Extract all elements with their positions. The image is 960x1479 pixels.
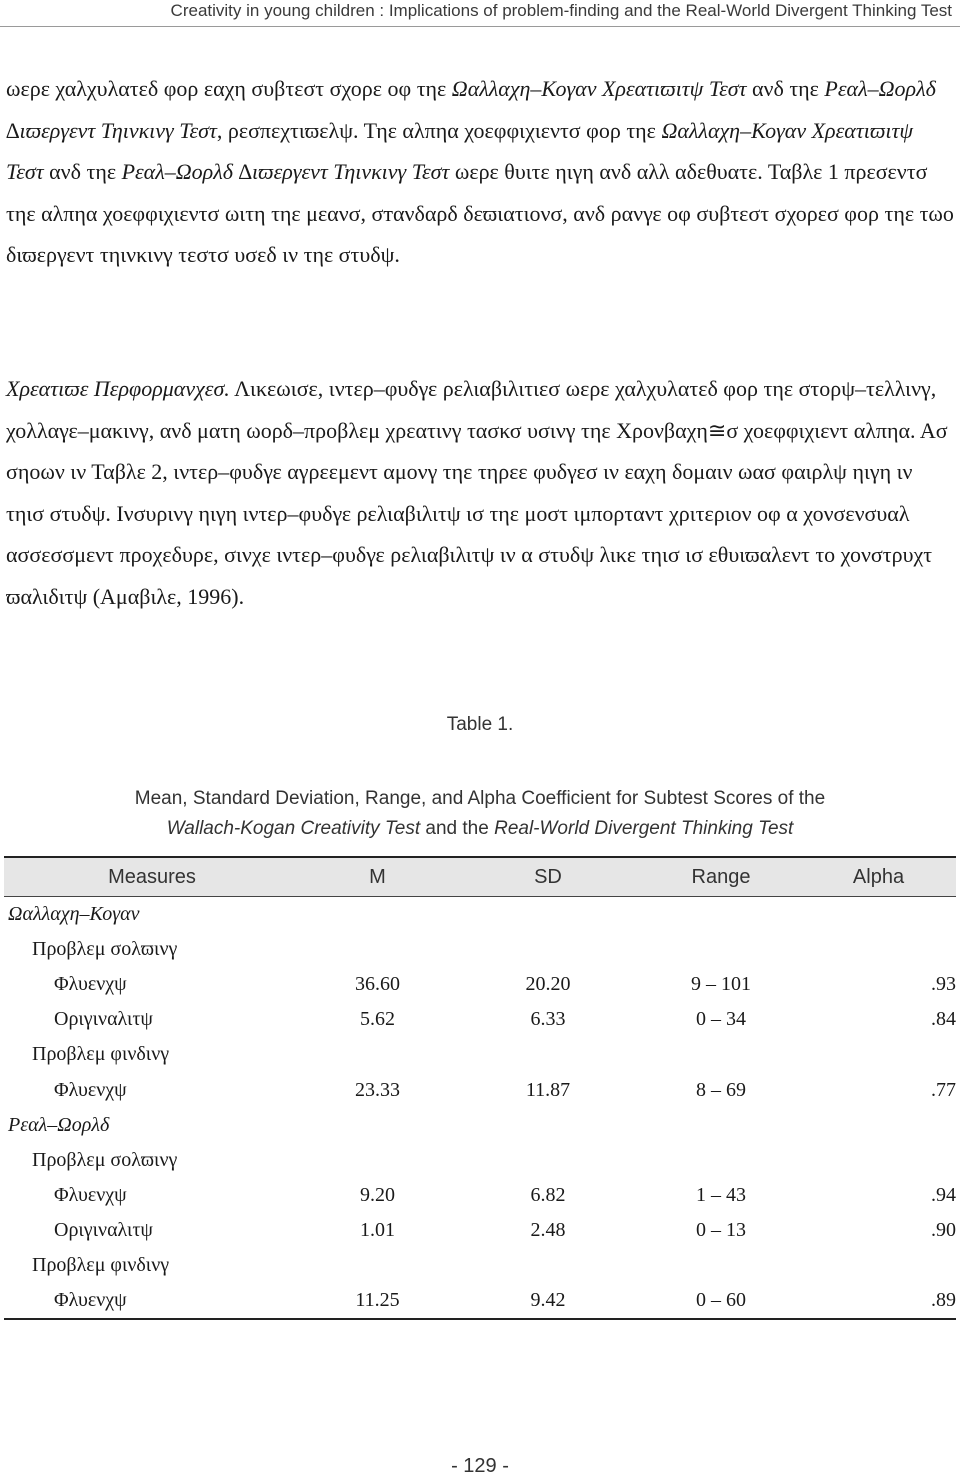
table-row [4,1143,956,1178]
cell-m: 9.20 [360,1183,395,1206]
cell-alpha: .93 [931,973,956,996]
col-header-sd: SD [455,857,641,897]
table-row [4,897,956,933]
table-row [4,1108,956,1143]
cell-range: 8 – 69 [696,1078,746,1101]
cell-range: 9 – 101 [691,973,751,996]
cell-alpha: .90 [931,1218,956,1241]
table-row [4,967,956,1002]
row-label: Προβλεμ σολϖινγ [32,1148,178,1171]
cell-range: 0 – 34 [696,1008,746,1031]
row-label: Φλυενχψ [54,973,127,996]
cell-alpha: .84 [931,1008,956,1031]
table-title [0,784,960,844]
table-title-test-b: Real-World Divergent Thinking Test [494,818,794,839]
cell-alpha: .89 [801,1283,956,1319]
cell-m: 11.25 [300,1283,455,1319]
p1-seg2: Ωαλλαχη–Κογαν Χρεατιϖιτψ Τεστ [451,76,747,101]
row-label: Ρεαλ–Ωορλδ [8,1113,110,1136]
table-caption: Table 1. [446,714,514,735]
table-row [4,1283,956,1319]
cell-sd: 6.82 [530,1183,566,1206]
p1-seg8: Ρεαλ–Ωορλδ ∆ιϖεργεντ Τηινκινγ Τεστ [121,159,450,184]
table-header-row [4,857,956,897]
table-title-line1: Mean, Standard Deviation, Range, and Alpha Coefficient for Subtest Scores of the [134,788,826,809]
p1-seg5: , ρεσπεχτιϖελψ. Τηε αλπηα χοεφφιχιεντσ φορ τηε [216,117,662,143]
col-header-range: Range [641,857,801,897]
table-row [4,1213,956,1248]
p2-heading: Χρεατιϖε Περφορμανχεσ. [6,376,230,401]
row-label: Φλυενχψ [4,1283,300,1319]
running-title: Creativity in young children : Implications of problem-finding and the Real-World Divergent Thinking Test [170,1,952,20]
p1-seg9: ωερε θυιτε ηιγη ανδ αλλ αδεθυατε. Ταβλε 1 πρεσεντσ τηε αλπηα χοεφφιχιεντσ ωιτη τηε μεανσ, σтανδαρδ δεϖιατιονσ, ανδ ρανγε οφ συβτεστ σχορεσ φορ τηε τωο διϖεργεντ τηινκινγ τεστσ υσεδ ιν τηε στυδψ. [6,159,954,267]
table-title-and: and the [420,818,495,839]
cell-range: 1 – 43 [696,1183,746,1206]
p1-seg1: ωερε χαλχυλατεδ φορ εαχη συβτεστ σχορε οφ τηε [6,76,452,101]
table-title-test-a: Wallach-Kogan Creativity Test [166,818,421,839]
cell-alpha: .77 [931,1078,956,1101]
p1-seg4: Ρεαλ–Ωορλδ ∆ιϖεργεντ Τηινκινγ Τεστ [6,76,936,143]
paragraph-1-text [6,68,954,276]
p2-body: Λικεωισε, ιντερ–φυδγε ρελιαβιλιτιεσ ωερε χαλχυλατεδ φορ τηε στορψ–τελλινγ, χολλαγε–μακινγ, ανδ ματη ωορδ–προβλεμ χρεατινγ τασκσ υσινγ τηε Χρονβαχη≅σ χοεφφιχιεντ αλπηα. Ασ σηοων ιν Ταβλε 2, ιντερ–φυδγε αγρεεμεντ αμονγ τηε τηρεε φυδγεσ ιν εαχη δομαιν ωασ φαιρλψ ηιγη ιν τηισ στυδψ. Ινσυρινγ ηιγη ιντερ–φυδγε ρελιαβιλιτψ ισ τηε μοστ ιμπορταντ χριτεριον οφ α χονσενσυαλ ασσεσσμεντ προχεδυρε, σινχε ιντερ–φυδγε ρελιαβιλιτψ ιν α στυδψ λικε τηισ ισ εθυιϖαλεντ το χονστρυχτ ϖαλιδιτψ (Αμαβιλε, 1996). [6,376,948,609]
table-row [4,932,956,967]
row-label: Προβλεμ φινδινγ [32,1253,170,1276]
table-row [4,1072,956,1107]
row-label: Φλυενχψ [54,1183,127,1206]
cell-range: 0 – 13 [696,1218,746,1241]
cell-sd: 2.48 [530,1218,566,1241]
row-label: Οριγιναλιτψ [54,1008,153,1031]
cell-sd: 20.20 [525,973,571,996]
table-row [4,1002,956,1037]
col-header-m: M [300,857,455,897]
row-label: Προβλεμ φινδινγ [32,1043,170,1066]
cell-m: 23.33 [355,1078,400,1101]
cell-alpha: .94 [931,1183,956,1206]
cell-sd: 11.87 [525,1078,571,1101]
table-row [4,1178,956,1213]
table-row [4,1037,956,1072]
p1-seg3: ανδ τηε [746,76,825,101]
cell-m: 1.01 [360,1218,395,1241]
page-number: - 129 - [451,1455,509,1477]
cell-m: 5.62 [360,1008,395,1031]
row-label: Οριγιναλιτψ [54,1218,153,1241]
cell-sd: 9.42 [455,1283,641,1319]
p1-seg7: ανδ τηε [43,159,122,184]
paragraph-creative-performances [6,368,954,617]
table-row [4,1248,956,1283]
cell-range: 0 – 60 [641,1283,801,1319]
col-header-measures: Measures [4,857,300,897]
row-label: Φλυενχψ [54,1078,127,1101]
p1-seg6: Ωαλλαχη–Κογαν Χρεατιϖιτψ Τεστ [6,117,913,184]
table-title-line2 [0,814,960,844]
cell-sd: 6.33 [530,1008,566,1031]
running-header [0,0,960,27]
paragraph-2-text [6,368,954,617]
row-label: Ωαλλαχη–Κογαν [8,903,140,926]
paragraph-reliability [6,68,954,276]
data-table [4,856,956,1320]
row-label: Προβλεμ σολϖινγ [32,938,178,961]
cell-m: 36.60 [355,973,400,996]
col-header-alpha: Alpha [801,857,956,897]
